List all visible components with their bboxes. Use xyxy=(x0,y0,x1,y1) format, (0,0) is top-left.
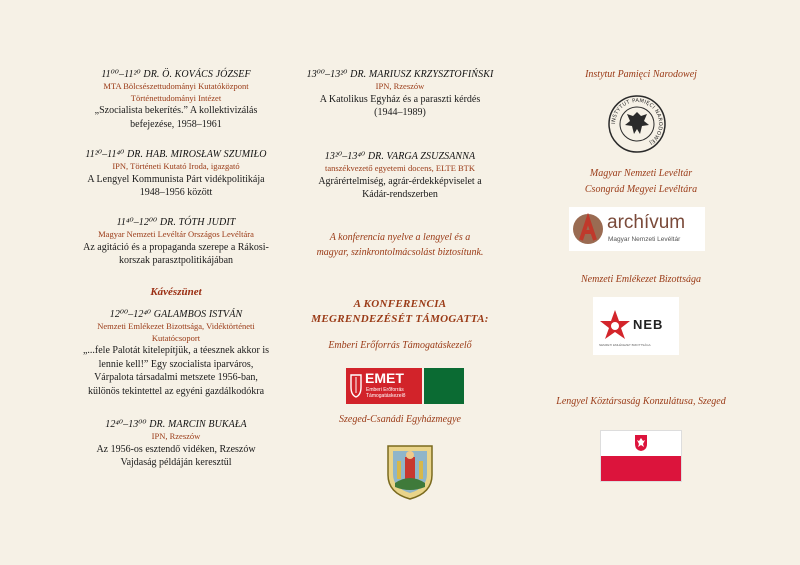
talk-title: Agrárértelmiség, agrár-érdekképviselet a xyxy=(318,175,482,187)
partner-ipn-name: Instytut Pamięci Narodowej xyxy=(585,69,697,80)
svg-text:INSTYTUT PAMIĘCI NARODOWEJ: INSTYTUT PAMIĘCI NARODOWEJ xyxy=(610,97,664,146)
talk-time: 11²⁰–11⁴⁰ xyxy=(85,149,125,160)
talk-krzysztofinski xyxy=(292,68,508,120)
speaker-name: DR. VARGA ZSUZSANNA xyxy=(367,151,476,162)
emet-green-block xyxy=(424,368,464,404)
archivum-wordmark: archívum xyxy=(607,212,686,233)
emet-coat-icon xyxy=(349,373,363,399)
polish-flag-icon xyxy=(600,430,682,482)
neb-wordmark: NEB xyxy=(633,317,664,332)
sponsor-emet-name: Emberi Erőforrás Támogatáskezelő xyxy=(328,340,472,351)
archivum-subtitle: Magyar Nemzeti Levéltár xyxy=(608,236,681,243)
talk-title: befejezése, 1958–1961 xyxy=(130,118,222,130)
speaker-institution: Történettudományi Intézet xyxy=(130,92,222,103)
speaker-institution: Nemzeti Emlékezet Bizottsága, Vidéktörténeti xyxy=(97,321,255,331)
neb-subtitle: NEMZETI EMLÉKEZET BIZOTTSÁGA xyxy=(599,343,651,347)
talk-time: 12⁴⁰–13⁰⁰ xyxy=(105,419,147,430)
speaker-institution: tanszékvezető egyetemi docens, ELTE BTK xyxy=(324,163,476,173)
speaker-institution: Magyar Nemzeti Levéltár Országos Levéltára xyxy=(98,229,254,239)
talk-title: „...fele Palotát kitelepítjük, a téesznek akkor is xyxy=(82,345,270,356)
talk-galambos xyxy=(60,308,292,398)
diocese-coat-of-arms-icon xyxy=(385,443,435,501)
neb-logo xyxy=(593,297,679,355)
talk-kovacs xyxy=(60,68,292,131)
talk-szumilo xyxy=(60,148,292,200)
polish-eagle-icon xyxy=(634,434,648,452)
talk-time: 13⁰⁰–13²⁰ xyxy=(306,69,348,80)
speaker-name: DR. MARIUSZ KRZYSZTOFIŃSKI xyxy=(350,69,494,80)
talk-title: Várpalota társadalmi metszete 1956-ban, xyxy=(94,372,258,383)
talk-time: 11⁴⁰–12⁰⁰ xyxy=(116,217,158,228)
talk-title: 1948–1956 között xyxy=(139,187,213,198)
talk-varga xyxy=(292,150,508,202)
talk-title: Az agitáció és a propaganda szerepe a Rákosi- xyxy=(83,241,269,253)
partner-mnl-name: Magyar Nemzeti Levéltár Csongrád Megyei Levéltára xyxy=(584,168,698,195)
talk-title: korszak parasztpolitikájában xyxy=(118,255,234,266)
speaker-name: DR. MARCIN BUKAŁA xyxy=(149,419,247,430)
talk-title: A Lengyel Kommunista Párt vidékpolitikája xyxy=(87,173,265,185)
talk-title: „Szocialista bekerítés.” A kollektivizálás xyxy=(94,105,258,116)
talk-time: 11⁰⁰–11²⁰ xyxy=(101,69,141,80)
support-heading: A KONFERENCIA MEGRENDEZÉSÉT TÁMOGATTA: xyxy=(311,298,489,325)
talk-title: (1944–1989) xyxy=(374,107,426,118)
language-note: A konferencia nyelve a lengyel és a magyar, szinkrontolmácsolást biztosítunk. xyxy=(316,232,484,258)
archivum-logo xyxy=(569,207,705,251)
partner-consulate-name: Lengyel Köztársaság Konzulátusa, Szeged xyxy=(556,396,726,407)
speaker-name: DR. TÓTH JUDIT xyxy=(159,217,236,228)
speaker-institution: IPN, Történeti Kutató Iroda, igazgató xyxy=(112,161,240,171)
talk-toth xyxy=(60,216,292,268)
sponsor-diocese-name: Szeged-Csanádi Egyházmegye xyxy=(339,414,461,425)
talk-title: lennie kell!” Egy szocialista iparváros, xyxy=(98,358,254,370)
talk-title: különös tekintettel az egyéni gazdálkodókra xyxy=(87,385,265,397)
coffee-break-label: Kávészünet xyxy=(150,286,202,298)
talk-time: 13²⁰–13⁴⁰ xyxy=(324,151,366,162)
talk-title: Kádár-rendszerben xyxy=(362,189,438,200)
speaker-institution: MTA Bölcsészettudományi Kutatóközpont xyxy=(103,81,249,91)
neb-star-icon xyxy=(599,309,631,341)
speaker-institution: IPN, Rzeszów xyxy=(375,81,425,91)
speaker-name: DR. HAB. MIROSŁAW SZUMIŁO xyxy=(126,149,267,160)
emet-subtitle: Támogatáskezelő xyxy=(366,393,406,399)
speaker-institution: Kutatócsoport xyxy=(151,332,201,343)
speaker-name: GALAMBOS ISTVÁN xyxy=(153,309,243,320)
speaker-institution: IPN, Rzeszów xyxy=(151,431,201,441)
ipn-seal-icon xyxy=(607,94,667,154)
talk-title: Vajdaság példáján keresztül xyxy=(120,457,232,468)
talk-title: A Katolikus Egyház és a paraszti kérdés xyxy=(319,93,481,105)
emet-wordmark: EMET xyxy=(365,370,404,386)
speaker-name: DR. Ö. KOVÁCS JÓZSEF xyxy=(143,69,251,80)
talk-time: 12⁰⁰–12⁴⁰ xyxy=(109,309,152,320)
archivum-a-icon xyxy=(572,213,604,245)
partner-neb-name: Nemzeti Emlékezet Bizottsága xyxy=(581,274,701,285)
talk-bukala xyxy=(60,418,292,470)
talk-title: Az 1956-os esztendő vidéken, Rzeszów xyxy=(96,443,256,455)
emet-logo xyxy=(346,368,464,404)
emet-subtitle: Emberi Erőforrás xyxy=(366,387,404,393)
